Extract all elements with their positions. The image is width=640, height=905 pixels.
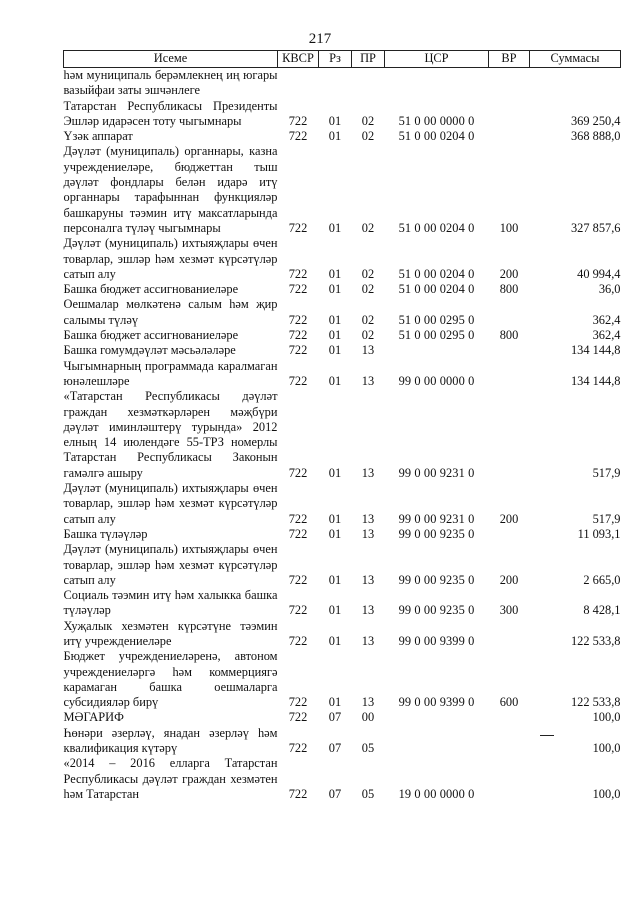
cell-vr: 800 [499,282,519,297]
cell-vr [489,726,530,757]
cell-sum [530,68,621,99]
table-body [64,68,621,803]
cell-rz [319,68,352,99]
cell-kvsr: 722 [288,633,308,648]
cell-kvsr: 722 [288,282,308,297]
cell-pr: 13 [361,603,375,618]
table-header-row [64,51,621,68]
cell-sum: 2 665,0 [583,572,621,587]
cell-pr: 02 [361,282,375,297]
cell-pr: 13 [361,373,375,388]
cell-csr: 51 0 00 0204 0 [398,129,475,144]
cell-pr: 13 [361,633,375,648]
cell-vr [489,343,530,358]
cell-vr: 800 [499,328,519,343]
cell-kvsr: 722 [288,572,308,587]
table-row [64,619,621,650]
cell-rz: 01 [328,129,342,144]
cell-vr [489,99,530,130]
cell-csr [385,710,489,725]
cell-kvsr: 722 [288,266,308,281]
cell-name: Башка бюджет ассигнованиеләре [63,282,239,297]
column-header-vr: ВР [489,51,530,68]
table-row [64,297,621,328]
cell-sum: 134 144,8 [570,343,621,358]
cell-name: Дәүләт (муниципаль) ихтыяҗлары өчен товарлар, эшләр һәм хезмәт күрсәтүләр сатып алу [63,542,278,587]
table-row [64,129,621,144]
table-row [64,343,621,358]
cell-vr [489,129,530,144]
cell-kvsr: 722 [288,129,308,144]
cell-pr: 02 [361,312,375,327]
cell-kvsr: 722 [288,786,308,801]
column-header-name: Исеме [64,51,278,68]
cell-vr: 600 [499,695,519,710]
cell-sum: 362,4 [592,328,621,343]
cell-sum: 40 994,4 [577,266,621,281]
cell-csr [385,726,489,757]
cell-vr [489,710,530,725]
cell-csr: 99 0 00 9235 0 [398,572,475,587]
cell-csr: 99 0 00 9231 0 [398,465,475,480]
cell-csr: 51 0 00 0204 0 [398,220,475,235]
table-row [64,649,621,710]
cell-pr: 05 [361,741,375,756]
cell-name: Үзәк аппарат [63,129,133,144]
cell-rz: 01 [328,282,342,297]
cell-vr [489,359,530,390]
cell-rz: 01 [328,603,342,618]
cell-name: Башка түләүләр [63,526,148,541]
column-header-pr: ПР [352,51,385,68]
cell-name: «Татарстан Республикасы дәүләт граждан хезмәткәрләрен мәҗбүри дәүләт иминләштерү турында» 2012 елның 14 июлендәге 55-ТРЗ номерлы Татарстан Республикасы Законын гамәлгә ашыру [63,389,278,480]
table-row [64,144,621,236]
cell-vr [489,527,530,542]
cell-kvsr: 722 [288,465,308,480]
cell-vr [489,297,530,328]
cell-name: Татарстан Республикасы Президенты Эшләр идарәсен тоту чыгымнары [63,98,278,128]
cell-sum: 122 533,8 [570,695,621,710]
cell-name: Башка бюджет ассигнованиеләре [63,328,239,343]
cell-vr [489,756,530,802]
cell-rz: 01 [328,526,342,541]
cell-rz: 07 [328,741,342,756]
cell-sum: 134 144,8 [570,373,621,388]
cell-csr [385,343,489,358]
cell-pr: 05 [361,786,375,801]
cell-csr: 99 0 00 9231 0 [398,511,475,526]
cell-pr: 02 [361,113,375,128]
cell-csr: 51 0 00 0204 0 [398,266,475,281]
cell-csr: 99 0 00 9399 0 [398,695,475,710]
cell-pr: 13 [361,572,375,587]
cell-csr: 99 0 00 9399 0 [398,633,475,648]
cell-pr: 13 [361,343,375,358]
cell-rz: 07 [328,786,342,801]
cell-vr: 200 [499,511,519,526]
cell-kvsr: 722 [288,312,308,327]
cell-rz: 01 [328,695,342,710]
cell-kvsr: 722 [288,220,308,235]
column-header-kvsr: КВСР [278,51,319,68]
cell-rz: 01 [328,572,342,587]
cell-pr: 13 [361,526,375,541]
cell-pr: 13 [361,695,375,710]
cell-csr: 99 0 00 0000 0 [398,373,475,388]
cell-kvsr: 722 [288,511,308,526]
cell-rz: 01 [328,373,342,388]
table-row [64,726,621,757]
cell-sum: 100,0 [592,741,621,756]
cell-csr: 51 0 00 0295 0 [398,328,475,343]
cell-name: һәм муниципаль берәмлекнең иң югары вазыйфаи заты эшчәнлеге [63,68,278,98]
cell-sum: 100,0 [592,710,621,725]
cell-name: Дәүләт (муниципаль) органнары, казна учреждениеләре, бюджеттан тыш дәүләт фондлары белән идарә итү органнары тарафыннан функцияләр башкаруны тәэмин итү максатларында персоналга түләү чыгымнары [63,144,278,235]
cell-kvsr: 722 [288,113,308,128]
table-row [64,542,621,588]
column-header-rz: Рз [319,51,352,68]
table-row [64,99,621,130]
cell-vr: 200 [499,572,519,587]
cell-pr: 13 [361,511,375,526]
cell-name: Хуҗалык хезмәтен күрсәтүне тәэмин итү учреждениеләре [63,618,278,648]
cell-rz: 01 [328,465,342,480]
column-header-csr: ЦСР [385,51,489,68]
cell-kvsr: 722 [288,710,308,725]
cell-rz: 07 [328,710,342,725]
cell-rz: 01 [328,511,342,526]
cell-kvsr [278,68,319,99]
column-header-sum: Суммасы [530,51,621,68]
cell-pr: 00 [361,710,375,725]
cell-name: Һөнәри әзерләү, янадан әзерләү һәм квалификация күтәрү [63,725,278,756]
cell-vr [489,619,530,650]
cell-sum: 369 250,4 [570,113,621,128]
cell-csr: 99 0 00 9235 0 [398,526,475,541]
cell-csr [385,68,489,99]
cell-name: МӘГАРИФ [63,710,124,725]
cell-vr: 200 [499,266,519,281]
cell-csr: 51 0 00 0295 0 [398,312,475,327]
cell-kvsr: 722 [288,373,308,388]
cell-csr: 19 0 00 0000 0 [398,786,475,801]
cell-kvsr: 722 [288,328,308,343]
cell-pr: 02 [361,129,375,144]
cell-sum: 368 888,0 [570,129,621,144]
cell-rz: 01 [328,343,342,358]
cell-name: Дәүләт (муниципаль) ихтыяҗлары өчен товарлар, эшләр һәм хезмәт күрсәтүләр сатып алу [63,236,278,281]
cell-name: Бюджет учреждениеләренә, автоном учреждениеләргә һәм коммерциягә карамаган башка оешмаларга субсидияләр бирү [63,649,278,710]
cell-sum: 36,0 [598,282,621,297]
cell-kvsr: 722 [288,526,308,541]
cell-vr: 300 [499,603,519,618]
cell-vr: 100 [499,220,519,235]
table-row [64,359,621,390]
table-row [64,756,621,802]
table-row [64,328,621,343]
cell-pr: 02 [361,328,375,343]
page-number: 217 [308,31,332,47]
cell-kvsr: 722 [288,603,308,618]
cell-sum: 11 093,1 [577,526,621,541]
cell-kvsr: 722 [288,741,308,756]
cell-name: «2014 – 2016 елларга Татарстан Республикасы дәүләт граждан хезмәтен һәм Татарстан [63,756,278,801]
cell-pr: 02 [361,220,375,235]
cell-name: Социаль тәэмин итү һәм халыкка башка түләүләр [63,588,278,618]
cell-name: Оешмалар мөлкәтенә салым һәм җир салымы түләү [63,297,278,327]
cell-csr: 51 0 00 0000 0 [398,113,475,128]
cell-sum: 122 533,8 [570,633,621,648]
cell-sum: 327 857,6 [570,220,621,235]
table-row [64,588,621,619]
budget-table [63,50,621,802]
cell-rz: 01 [328,633,342,648]
table-row [64,236,621,282]
cell-rz: 01 [328,312,342,327]
cell-sum: 362,4 [592,312,621,327]
table-row [64,389,621,481]
cell-name: Башка гомумдәүләт мәсьәләләре [63,343,236,358]
cell-pr [352,68,385,99]
cell-rz: 01 [328,220,342,235]
cell-rz: 01 [328,113,342,128]
cell-rz: 01 [328,328,342,343]
cell-pr: 02 [361,266,375,281]
cell-sum: 8 428,1 [583,603,621,618]
cell-sum: 517,9 [592,511,621,526]
table-row [64,481,621,527]
cell-name: Дәүләт (муниципаль) ихтыяҗлары өчен товарлар, эшләр һәм хезмәт күрсәтүләр сатып алу [63,481,278,526]
table-row [64,282,621,297]
cell-name: Чыгымнарның программада каралмаган юнәлешләре [63,358,278,388]
cell-csr: 99 0 00 9235 0 [398,603,475,618]
cell-sum: 100,0 [592,786,621,801]
cell-kvsr: 722 [288,343,308,358]
cell-csr: 51 0 00 0204 0 [398,282,475,297]
table-row [64,527,621,542]
cell-rz: 01 [328,266,342,281]
table-row [64,68,621,99]
cell-pr: 13 [361,465,375,480]
cell-kvsr: 722 [288,695,308,710]
table-row [64,710,621,725]
cell-sum: 517,9 [592,465,621,480]
cell-vr [489,68,530,99]
dash-mark [540,735,554,736]
cell-vr [489,389,530,481]
